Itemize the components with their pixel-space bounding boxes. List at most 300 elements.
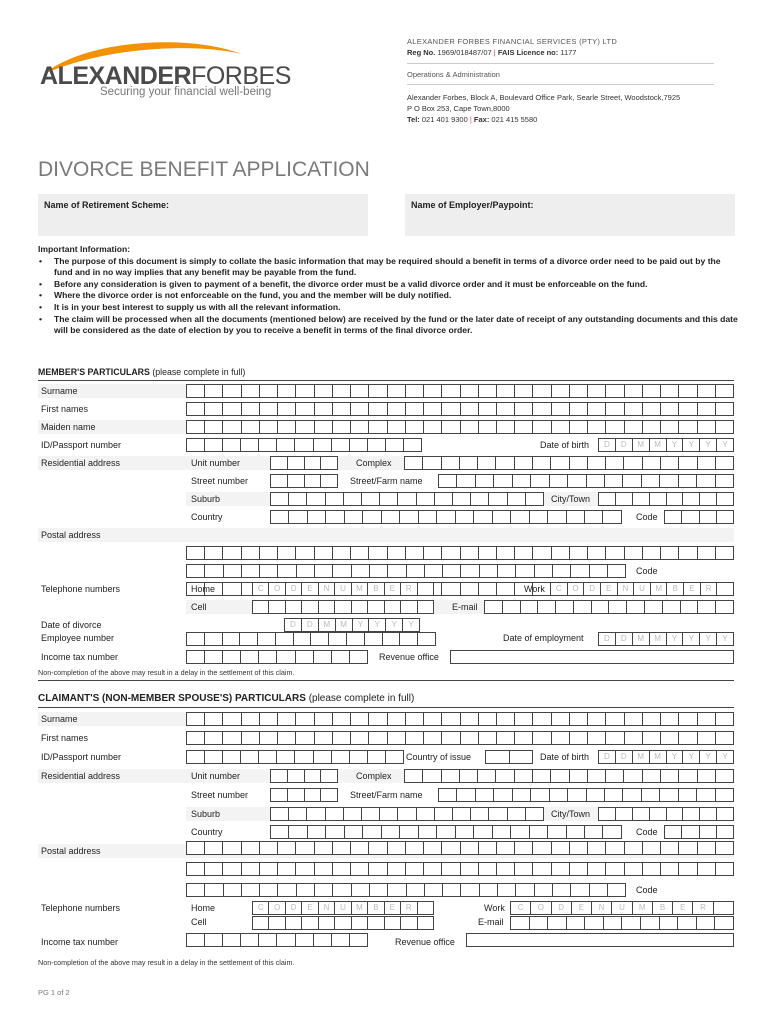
- char-cell[interactable]: [278, 565, 296, 577]
- char-cell[interactable]: [271, 457, 288, 469]
- char-cell[interactable]: [271, 770, 288, 782]
- char-cell[interactable]: [242, 732, 260, 744]
- char-cell[interactable]: M: [352, 583, 368, 595]
- member-postal-line-1[interactable]: [186, 546, 734, 560]
- char-cell[interactable]: [383, 633, 401, 645]
- char-cell[interactable]: [533, 421, 551, 433]
- char-cell[interactable]: [661, 842, 679, 854]
- char-cell[interactable]: [368, 917, 384, 929]
- char-cell[interactable]: [271, 493, 289, 505]
- char-cell[interactable]: [574, 601, 592, 613]
- char-cell[interactable]: [406, 863, 424, 875]
- char-cell[interactable]: [223, 842, 241, 854]
- member-suburb-input[interactable]: [270, 492, 544, 506]
- char-cell[interactable]: [386, 439, 404, 451]
- char-cell[interactable]: [682, 511, 699, 523]
- char-cell[interactable]: [315, 863, 333, 875]
- char-cell[interactable]: [319, 601, 335, 613]
- char-cell[interactable]: [333, 884, 351, 896]
- char-cell[interactable]: [187, 863, 205, 875]
- char-cell[interactable]: [714, 902, 733, 914]
- char-cell[interactable]: [388, 565, 406, 577]
- char-cell[interactable]: [418, 917, 433, 929]
- member-employment-date-input[interactable]: [598, 632, 734, 646]
- char-cell[interactable]: [599, 493, 616, 505]
- char-cell[interactable]: N: [319, 902, 335, 914]
- char-cell[interactable]: [333, 403, 351, 415]
- char-cell[interactable]: [570, 863, 588, 875]
- char-cell[interactable]: D: [599, 751, 616, 763]
- char-cell[interactable]: [461, 547, 479, 559]
- char-cell[interactable]: [570, 403, 588, 415]
- char-cell[interactable]: [187, 565, 205, 577]
- char-cell[interactable]: [443, 565, 461, 577]
- char-cell[interactable]: [510, 751, 533, 763]
- char-cell[interactable]: [661, 732, 679, 744]
- char-cell[interactable]: [352, 565, 370, 577]
- char-cell[interactable]: [717, 511, 733, 523]
- char-cell[interactable]: [643, 770, 661, 782]
- char-cell[interactable]: [223, 751, 241, 763]
- char-cell[interactable]: [625, 547, 643, 559]
- char-cell[interactable]: E: [302, 902, 318, 914]
- member-email-input[interactable]: [484, 600, 734, 614]
- char-cell[interactable]: [352, 884, 370, 896]
- char-cell[interactable]: [259, 751, 277, 763]
- char-cell[interactable]: O: [568, 583, 585, 595]
- char-cell[interactable]: [606, 547, 624, 559]
- char-cell[interactable]: U: [612, 902, 632, 914]
- char-cell[interactable]: [419, 511, 437, 523]
- char-cell[interactable]: [461, 732, 479, 744]
- char-cell[interactable]: [400, 511, 418, 523]
- char-cell[interactable]: [332, 934, 350, 946]
- char-cell[interactable]: [442, 457, 460, 469]
- char-cell[interactable]: [296, 863, 314, 875]
- char-cell[interactable]: [508, 808, 526, 820]
- char-cell[interactable]: [515, 713, 533, 725]
- char-cell[interactable]: [417, 808, 435, 820]
- char-cell[interactable]: [424, 713, 442, 725]
- char-cell[interactable]: [493, 826, 511, 838]
- char-cell[interactable]: M: [319, 619, 336, 631]
- char-cell[interactable]: Y: [700, 439, 717, 451]
- char-cell[interactable]: [260, 385, 278, 397]
- char-cell[interactable]: [332, 651, 350, 663]
- scheme-name-field[interactable]: [38, 194, 368, 236]
- char-cell[interactable]: [570, 770, 588, 782]
- char-cell[interactable]: [661, 547, 679, 559]
- char-cell[interactable]: [345, 826, 363, 838]
- char-cell[interactable]: [333, 713, 351, 725]
- char-cell[interactable]: [497, 863, 515, 875]
- member-home-input[interactable]: [252, 582, 434, 596]
- char-cell[interactable]: [570, 842, 588, 854]
- claimant-work-input[interactable]: [510, 901, 734, 915]
- char-cell[interactable]: [205, 934, 223, 946]
- member-unit-input[interactable]: [270, 456, 338, 470]
- char-cell[interactable]: [406, 547, 424, 559]
- char-cell[interactable]: [382, 826, 400, 838]
- char-cell[interactable]: [716, 457, 733, 469]
- char-cell[interactable]: [716, 863, 733, 875]
- char-cell[interactable]: [480, 565, 498, 577]
- char-cell[interactable]: [700, 808, 717, 820]
- char-cell[interactable]: [717, 583, 733, 595]
- char-cell[interactable]: [698, 547, 716, 559]
- char-cell[interactable]: [497, 583, 515, 595]
- char-cell[interactable]: [326, 511, 344, 523]
- char-cell[interactable]: [568, 789, 586, 801]
- char-cell[interactable]: [223, 651, 241, 663]
- char-cell[interactable]: [423, 457, 441, 469]
- char-cell[interactable]: [538, 601, 556, 613]
- char-cell[interactable]: [296, 842, 314, 854]
- char-cell[interactable]: [476, 789, 494, 801]
- claimant-suburb-input[interactable]: [270, 807, 544, 821]
- char-cell[interactable]: [259, 651, 277, 663]
- char-cell[interactable]: [585, 917, 604, 929]
- char-cell[interactable]: [442, 863, 460, 875]
- char-cell[interactable]: [588, 403, 606, 415]
- char-cell[interactable]: [515, 421, 533, 433]
- member-tax-input[interactable]: [186, 650, 368, 664]
- char-cell[interactable]: [370, 565, 388, 577]
- char-cell[interactable]: [260, 884, 278, 896]
- char-cell[interactable]: D: [302, 619, 319, 631]
- char-cell[interactable]: R: [701, 583, 718, 595]
- char-cell[interactable]: [698, 421, 716, 433]
- char-cell[interactable]: [308, 511, 326, 523]
- char-cell[interactable]: [511, 511, 529, 523]
- char-cell[interactable]: D: [616, 633, 633, 645]
- char-cell[interactable]: [604, 917, 623, 929]
- char-cell[interactable]: [296, 713, 314, 725]
- member-city-input[interactable]: [598, 492, 734, 506]
- char-cell[interactable]: [442, 770, 460, 782]
- char-cell[interactable]: [187, 421, 205, 433]
- char-cell[interactable]: [679, 770, 697, 782]
- char-cell[interactable]: [571, 884, 589, 896]
- char-cell[interactable]: [461, 842, 479, 854]
- char-cell[interactable]: [286, 917, 302, 929]
- char-cell[interactable]: [424, 732, 442, 744]
- char-cell[interactable]: [599, 808, 616, 820]
- char-cell[interactable]: [588, 547, 606, 559]
- char-cell[interactable]: [553, 565, 571, 577]
- char-cell[interactable]: [587, 475, 605, 487]
- char-cell[interactable]: [205, 547, 223, 559]
- char-cell[interactable]: [400, 826, 418, 838]
- char-cell[interactable]: [277, 751, 295, 763]
- char-cell[interactable]: [625, 403, 643, 415]
- char-cell[interactable]: [302, 917, 318, 929]
- char-cell[interactable]: [260, 732, 278, 744]
- char-cell[interactable]: [363, 826, 381, 838]
- char-cell[interactable]: [278, 863, 296, 875]
- char-cell[interactable]: [552, 547, 570, 559]
- char-cell[interactable]: [643, 732, 661, 744]
- char-cell[interactable]: [503, 601, 521, 613]
- char-cell[interactable]: [570, 713, 588, 725]
- char-cell[interactable]: [278, 884, 296, 896]
- char-cell[interactable]: [479, 421, 497, 433]
- char-cell[interactable]: [296, 934, 314, 946]
- member-cell-input[interactable]: [252, 600, 434, 614]
- char-cell[interactable]: [260, 547, 278, 559]
- char-cell[interactable]: [700, 511, 717, 523]
- char-cell[interactable]: C: [253, 902, 269, 914]
- char-cell[interactable]: O: [531, 902, 551, 914]
- claimant-city-input[interactable]: [598, 807, 734, 821]
- char-cell[interactable]: [530, 511, 548, 523]
- char-cell[interactable]: [451, 651, 733, 663]
- char-cell[interactable]: [351, 403, 369, 415]
- char-cell[interactable]: [442, 732, 460, 744]
- claimant-unit-input[interactable]: [270, 769, 338, 783]
- char-cell[interactable]: [609, 601, 627, 613]
- char-cell[interactable]: [526, 493, 543, 505]
- char-cell[interactable]: [351, 863, 369, 875]
- char-cell[interactable]: [365, 633, 383, 645]
- char-cell[interactable]: [345, 511, 363, 523]
- char-cell[interactable]: [223, 934, 241, 946]
- char-cell[interactable]: D: [552, 902, 572, 914]
- char-cell[interactable]: [388, 842, 406, 854]
- char-cell[interactable]: [570, 732, 588, 744]
- char-cell[interactable]: B: [653, 902, 673, 914]
- claimant-dob-input[interactable]: [598, 750, 734, 764]
- char-cell[interactable]: [660, 917, 679, 929]
- char-cell[interactable]: [315, 385, 333, 397]
- char-cell[interactable]: [370, 884, 388, 896]
- char-cell[interactable]: [533, 863, 551, 875]
- char-cell[interactable]: [698, 842, 716, 854]
- char-cell[interactable]: [642, 475, 660, 487]
- char-cell[interactable]: Y: [700, 751, 717, 763]
- claimant-code-input[interactable]: [664, 825, 734, 839]
- char-cell[interactable]: [314, 751, 332, 763]
- claimant-postal-line-3[interactable]: [186, 883, 626, 897]
- char-cell[interactable]: [533, 385, 551, 397]
- char-cell[interactable]: [461, 713, 479, 725]
- char-cell[interactable]: [369, 421, 387, 433]
- char-cell[interactable]: [223, 732, 241, 744]
- char-cell[interactable]: [253, 601, 269, 613]
- member-country-input[interactable]: [270, 510, 622, 524]
- char-cell[interactable]: [332, 439, 350, 451]
- char-cell[interactable]: [608, 565, 625, 577]
- char-cell[interactable]: [535, 884, 553, 896]
- char-cell[interactable]: [368, 439, 386, 451]
- char-cell[interactable]: [400, 633, 418, 645]
- char-cell[interactable]: [296, 385, 314, 397]
- char-cell[interactable]: [242, 863, 260, 875]
- char-cell[interactable]: [319, 917, 335, 929]
- char-cell[interactable]: [548, 826, 566, 838]
- char-cell[interactable]: [550, 789, 568, 801]
- char-cell[interactable]: [478, 457, 496, 469]
- char-cell[interactable]: R: [693, 902, 713, 914]
- char-cell[interactable]: [314, 934, 332, 946]
- char-cell[interactable]: [585, 826, 603, 838]
- char-cell[interactable]: [241, 439, 259, 451]
- char-cell[interactable]: [350, 439, 368, 451]
- char-cell[interactable]: [681, 601, 699, 613]
- char-cell[interactable]: [625, 385, 643, 397]
- char-cell[interactable]: [552, 421, 570, 433]
- char-cell[interactable]: [461, 385, 479, 397]
- char-cell[interactable]: [253, 917, 269, 929]
- char-cell[interactable]: [350, 934, 367, 946]
- char-cell[interactable]: [633, 808, 650, 820]
- char-cell[interactable]: [661, 421, 679, 433]
- char-cell[interactable]: [679, 403, 697, 415]
- member-dob-input[interactable]: [598, 438, 734, 452]
- char-cell[interactable]: [511, 826, 529, 838]
- char-cell[interactable]: [205, 565, 223, 577]
- char-cell[interactable]: [388, 403, 406, 415]
- char-cell[interactable]: [717, 493, 733, 505]
- char-cell[interactable]: [242, 842, 260, 854]
- char-cell[interactable]: N: [592, 902, 612, 914]
- char-cell[interactable]: [351, 732, 369, 744]
- char-cell[interactable]: [625, 863, 643, 875]
- char-cell[interactable]: [552, 403, 570, 415]
- char-cell[interactable]: [571, 565, 589, 577]
- char-cell[interactable]: [242, 565, 260, 577]
- char-cell[interactable]: [242, 547, 260, 559]
- char-cell[interactable]: [461, 884, 479, 896]
- char-cell[interactable]: [278, 713, 296, 725]
- char-cell[interactable]: [401, 917, 417, 929]
- char-cell[interactable]: [286, 601, 302, 613]
- char-cell[interactable]: [606, 403, 624, 415]
- char-cell[interactable]: [479, 403, 497, 415]
- char-cell[interactable]: [588, 770, 606, 782]
- char-cell[interactable]: [480, 884, 498, 896]
- char-cell[interactable]: [551, 770, 569, 782]
- char-cell[interactable]: [223, 403, 241, 415]
- char-cell[interactable]: D: [285, 619, 302, 631]
- char-cell[interactable]: [456, 511, 474, 523]
- char-cell[interactable]: [307, 808, 325, 820]
- char-cell[interactable]: [616, 808, 633, 820]
- char-cell[interactable]: [333, 421, 351, 433]
- char-cell[interactable]: [485, 601, 503, 613]
- char-cell[interactable]: O: [269, 902, 285, 914]
- char-cell[interactable]: M: [633, 439, 650, 451]
- char-cell[interactable]: [437, 511, 455, 523]
- char-cell[interactable]: [650, 493, 667, 505]
- char-cell[interactable]: [424, 385, 442, 397]
- char-cell[interactable]: [486, 751, 510, 763]
- char-cell[interactable]: [269, 917, 285, 929]
- char-cell[interactable]: [606, 770, 624, 782]
- char-cell[interactable]: [461, 583, 479, 595]
- char-cell[interactable]: [278, 385, 296, 397]
- char-cell[interactable]: [419, 826, 437, 838]
- char-cell[interactable]: [187, 439, 205, 451]
- char-cell[interactable]: [315, 565, 333, 577]
- char-cell[interactable]: [351, 713, 369, 725]
- char-cell[interactable]: [224, 884, 242, 896]
- char-cell[interactable]: [588, 457, 606, 469]
- char-cell[interactable]: [385, 601, 401, 613]
- char-cell[interactable]: [205, 651, 223, 663]
- member-code-input[interactable]: [664, 510, 734, 524]
- char-cell[interactable]: [288, 475, 305, 487]
- char-cell[interactable]: [533, 547, 551, 559]
- char-cell[interactable]: [388, 421, 406, 433]
- char-cell[interactable]: B: [368, 902, 384, 914]
- char-cell[interactable]: [460, 770, 478, 782]
- char-cell[interactable]: [497, 403, 515, 415]
- member-maiden-input[interactable]: [186, 420, 734, 434]
- char-cell[interactable]: [296, 651, 314, 663]
- char-cell[interactable]: [497, 385, 515, 397]
- char-cell[interactable]: [479, 385, 497, 397]
- char-cell[interactable]: [205, 713, 223, 725]
- char-cell[interactable]: [608, 884, 625, 896]
- char-cell[interactable]: [643, 403, 661, 415]
- claimant-street-number-input[interactable]: [270, 788, 338, 802]
- char-cell[interactable]: [716, 421, 733, 433]
- char-cell[interactable]: [187, 713, 205, 725]
- member-id-input[interactable]: [186, 438, 422, 452]
- char-cell[interactable]: [642, 789, 660, 801]
- char-cell[interactable]: [305, 770, 322, 782]
- char-cell[interactable]: [605, 475, 623, 487]
- char-cell[interactable]: [278, 547, 296, 559]
- char-cell[interactable]: [296, 547, 314, 559]
- char-cell[interactable]: [716, 475, 733, 487]
- char-cell[interactable]: [679, 457, 697, 469]
- char-cell[interactable]: [461, 421, 479, 433]
- char-cell[interactable]: [351, 385, 369, 397]
- char-cell[interactable]: [700, 493, 717, 505]
- char-cell[interactable]: [515, 457, 533, 469]
- char-cell[interactable]: [288, 770, 305, 782]
- char-cell[interactable]: [271, 808, 289, 820]
- char-cell[interactable]: [606, 863, 624, 875]
- char-cell[interactable]: [242, 421, 260, 433]
- char-cell[interactable]: Y: [353, 619, 370, 631]
- char-cell[interactable]: Y: [667, 751, 684, 763]
- char-cell[interactable]: M: [633, 751, 650, 763]
- char-cell[interactable]: [698, 601, 716, 613]
- char-cell[interactable]: [369, 385, 387, 397]
- char-cell[interactable]: [697, 475, 715, 487]
- char-cell[interactable]: [531, 475, 549, 487]
- char-cell[interactable]: [406, 421, 424, 433]
- char-cell[interactable]: [205, 403, 223, 415]
- char-cell[interactable]: [305, 457, 322, 469]
- char-cell[interactable]: [333, 385, 351, 397]
- char-cell[interactable]: [424, 403, 442, 415]
- char-cell[interactable]: [260, 421, 278, 433]
- char-cell[interactable]: [489, 493, 507, 505]
- char-cell[interactable]: [516, 565, 534, 577]
- char-cell[interactable]: [497, 547, 515, 559]
- char-cell[interactable]: [698, 403, 716, 415]
- char-cell[interactable]: [530, 826, 548, 838]
- char-cell[interactable]: [315, 732, 333, 744]
- char-cell[interactable]: [588, 732, 606, 744]
- char-cell[interactable]: Y: [408, 620, 414, 629]
- char-cell[interactable]: [388, 884, 406, 896]
- char-cell[interactable]: [269, 601, 285, 613]
